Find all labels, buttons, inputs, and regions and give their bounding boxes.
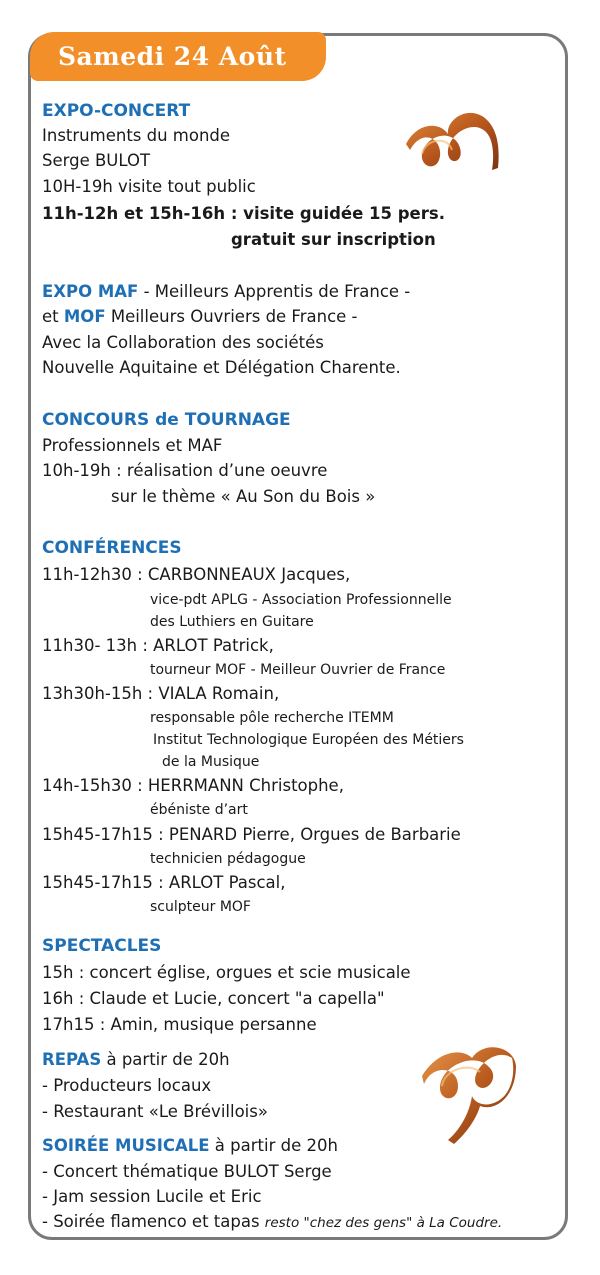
conference-detail: vice-pdt APLG - Association Professionnelle [150,592,452,608]
section-title-expo-maf [42,282,410,302]
soiree-title: SOIRÉE MUSICALE [42,1136,210,1155]
conference-item: 15h45-17h15 : PENARD Pierre, Orgues de Barbarie [42,825,461,844]
conference-item: 11h30- 13h : ARLOT Patrick, [42,636,274,655]
text-line: 15h : concert église, orgues et scie musicale [42,963,411,982]
text-line: Nouvelle Aquitaine et Délégation Charente. [42,358,401,377]
text-line: 17h15 : Amin, musique persanne [42,1015,317,1034]
conference-detail: des Luthiers en Guitare [150,614,314,630]
wood-shaving-icon [402,98,502,178]
conference-item: 15h45-17h15 : ARLOT Pascal, [42,873,286,892]
soiree-line3-venue: resto "chez des gens" à La Coudre. [264,1215,503,1231]
section-title-concours: CONCOURS de TOURNAGE [42,410,291,430]
conference-detail: ébéniste d’art [150,802,248,818]
section-title-expo-concert: EXPO-CONCERT [42,101,191,121]
conference-item: 11h-12h30 : CARBONNEAUX Jacques, [42,565,351,584]
section-title-soiree [42,1136,338,1156]
text-line: - Concert thématique BULOT Serge [42,1162,332,1181]
text-line: gratuit sur inscription [231,230,436,249]
conference-item: 13h30h-15h : VIALA Romain, [42,684,280,703]
conference-item: 14h-15h30 : HERRMANN Christophe, [42,776,344,795]
text-line: Instruments du monde [42,126,231,145]
text-line: 10H-19h visite tout public [42,177,256,196]
text-line: 10h-19h : réalisation d’une oeuvre [42,461,328,480]
text-line: sur le thème « Au Son du Bois » [111,487,376,506]
section-title-spectacles: SPECTACLES [42,936,162,956]
mof-label: MOF [63,307,106,326]
text-prefix: et [42,307,64,326]
text-line: Serge BULOT [42,151,151,170]
text-line: Professionnels et MAF [42,436,223,455]
conference-detail: technicien pédagogue [150,851,306,867]
text-line [42,307,358,327]
text-line: - Restaurant «Le Brévillois» [42,1102,268,1121]
section-title-repas [42,1050,230,1070]
repas-time: à partir de 20h [101,1050,230,1069]
expo-maf-desc: - Meilleurs Apprentis de France - [138,282,411,301]
text-line: 11h-12h et 15h-16h : visite guidée 15 pers. [42,204,445,223]
mof-desc: Meilleurs Ouvriers de France - [105,307,358,326]
wood-shaving-icon [418,1036,518,1146]
conference-detail: de la Musique [162,754,260,770]
text-line: Avec la Collaboration des sociétés [42,333,324,352]
soiree-line3: - Soirée flamenco et tapas [42,1212,265,1231]
conference-detail: Institut Technologique Européen des Métiers [153,732,464,748]
soiree-time: à partir de 20h [209,1136,338,1155]
conference-detail: tourneur MOF - Meilleur Ouvrier de France [150,662,446,678]
repas-title: REPAS [42,1050,102,1069]
text-line [42,1212,502,1233]
conference-detail: sculpteur MOF [150,899,251,915]
conference-detail: responsable pôle recherche ITEMM [150,710,394,726]
text-line: - Producteurs locaux [42,1076,212,1095]
expo-maf-title: EXPO MAF [42,282,139,301]
section-title-conferences: CONFÉRENCES [42,538,182,558]
text-line: - Jam session Lucile et Eric [42,1187,262,1206]
text-line: 16h : Claude et Lucie, concert "a capella" [42,989,385,1008]
date-banner: Samedi 24 Août [30,32,326,81]
